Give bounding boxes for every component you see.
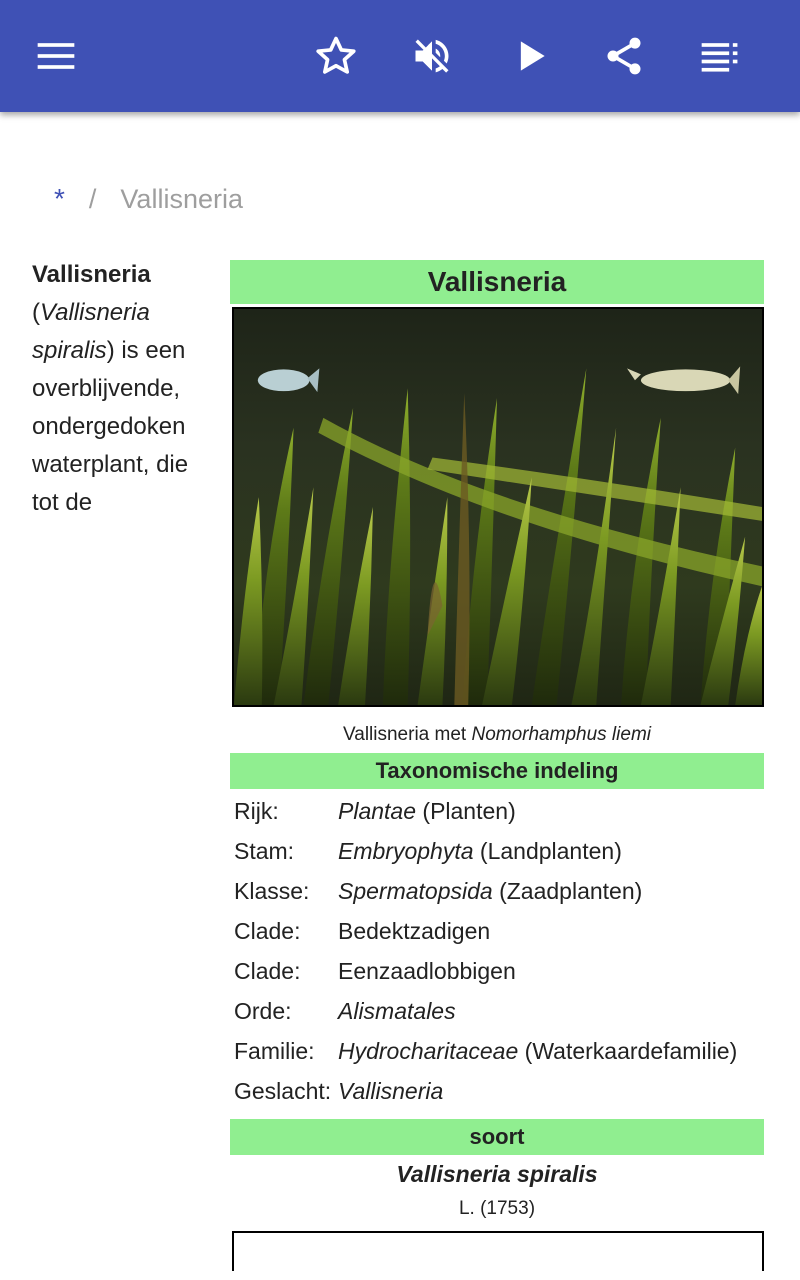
taxonomy-row bbox=[230, 873, 764, 909]
taxonomy-value bbox=[338, 953, 764, 989]
taxonomy-key: Clade: bbox=[234, 918, 301, 944]
taxonomy-key: Stam: bbox=[234, 838, 295, 864]
taxonomy-row bbox=[230, 793, 764, 829]
hamburger-menu-icon bbox=[34, 34, 78, 78]
taxonomy-value bbox=[338, 1033, 764, 1069]
caption-italic: Nomorhamphus liemi bbox=[471, 724, 651, 745]
taxonomy-key: Klasse: bbox=[234, 878, 310, 904]
taxonomy-value-plain: (Planten) bbox=[416, 798, 516, 824]
favorite-button[interactable] bbox=[308, 28, 364, 84]
taxonomy-row bbox=[230, 833, 764, 869]
taxonomy-key: Familie: bbox=[234, 1038, 315, 1064]
taxonomy-value bbox=[338, 833, 764, 869]
volume-off-icon bbox=[410, 34, 454, 78]
intro-open-paren: ( bbox=[32, 299, 40, 326]
taxonomy-value-plain: (Zaadplanten) bbox=[492, 878, 643, 904]
taxonomy-value-plain: (Landplanten) bbox=[473, 838, 622, 864]
caption-prefix: Vallisneria met bbox=[343, 724, 472, 745]
taxonomy-value-italic[interactable]: Spermatopsida bbox=[338, 878, 493, 904]
taxonomy-key: Geslacht: bbox=[234, 1078, 332, 1104]
breadcrumb bbox=[54, 182, 243, 216]
taxonomy-row bbox=[230, 993, 764, 1029]
share-icon bbox=[602, 34, 646, 78]
taxobox bbox=[230, 260, 764, 1271]
taxonomy-row bbox=[230, 953, 764, 989]
list-contents-icon bbox=[698, 34, 742, 78]
taxonomy-key: Rijk: bbox=[234, 798, 279, 824]
taxonomy-table bbox=[230, 793, 764, 1109]
taxonomy-value bbox=[338, 993, 764, 1029]
breadcrumb-root-link[interactable]: * bbox=[54, 183, 65, 214]
intro-italic-name: Vallisneria spiralis bbox=[32, 299, 150, 364]
vallisneria-photo-illustration bbox=[234, 309, 762, 705]
star-outline-icon bbox=[314, 34, 358, 78]
distribution-map-frame bbox=[232, 1231, 764, 1271]
aquarium-photo[interactable] bbox=[232, 307, 764, 707]
taxonomy-row bbox=[230, 1073, 764, 1109]
taxonomy-value-italic[interactable]: Alismatales bbox=[338, 998, 456, 1024]
breadcrumb-separator: / bbox=[88, 183, 97, 214]
play-button[interactable] bbox=[502, 28, 558, 84]
taxonomy-value-plain[interactable]: Eenzaadlobbigen bbox=[338, 958, 516, 984]
taxonomy-value bbox=[338, 793, 764, 829]
taxonomy-value-plain: (Waterkaardefamilie) bbox=[518, 1038, 738, 1064]
species-author: L. (1753) bbox=[458, 1198, 536, 1219]
species-name: Vallisneria spiralis bbox=[396, 1161, 598, 1187]
intro-rest: ) is een overblijvende, ondergedoken waterplant, die tot de bbox=[32, 337, 189, 516]
play-icon bbox=[508, 34, 552, 78]
intro-bold-name: Vallisneria bbox=[32, 261, 151, 288]
taxonomy-value-italic[interactable]: Hydrocharitaceae bbox=[338, 1038, 519, 1064]
mute-button[interactable] bbox=[404, 28, 460, 84]
article-intro bbox=[32, 256, 217, 522]
taxonomy-value-italic[interactable]: Vallisneria bbox=[338, 1078, 444, 1104]
taxonomy-value bbox=[338, 913, 764, 949]
taxonomy-key: Clade: bbox=[234, 958, 301, 984]
taxonomy-value bbox=[338, 1073, 764, 1109]
taxonomy-value bbox=[338, 873, 764, 909]
taxonomy-row bbox=[230, 913, 764, 949]
taxonomy-section-header: Taxonomische indeling bbox=[230, 753, 764, 789]
taxonomy-value-plain[interactable]: Bedektzadigen bbox=[338, 918, 491, 944]
taxobox-title: Vallisneria bbox=[230, 260, 764, 304]
menu-button[interactable] bbox=[28, 28, 84, 84]
breadcrumb-current: Vallisneria bbox=[120, 183, 243, 214]
taxonomy-row bbox=[230, 1033, 764, 1069]
photo-caption bbox=[230, 707, 764, 753]
contents-button[interactable] bbox=[692, 28, 748, 84]
taxonomy-value-italic[interactable]: Plantae bbox=[338, 798, 417, 824]
taxonomy-value-italic[interactable]: Embryophyta bbox=[338, 838, 474, 864]
taxonomy-key: Orde: bbox=[234, 998, 292, 1024]
share-button[interactable] bbox=[596, 28, 652, 84]
app-toolbar bbox=[0, 0, 800, 112]
species-section-header: soort bbox=[230, 1119, 764, 1155]
